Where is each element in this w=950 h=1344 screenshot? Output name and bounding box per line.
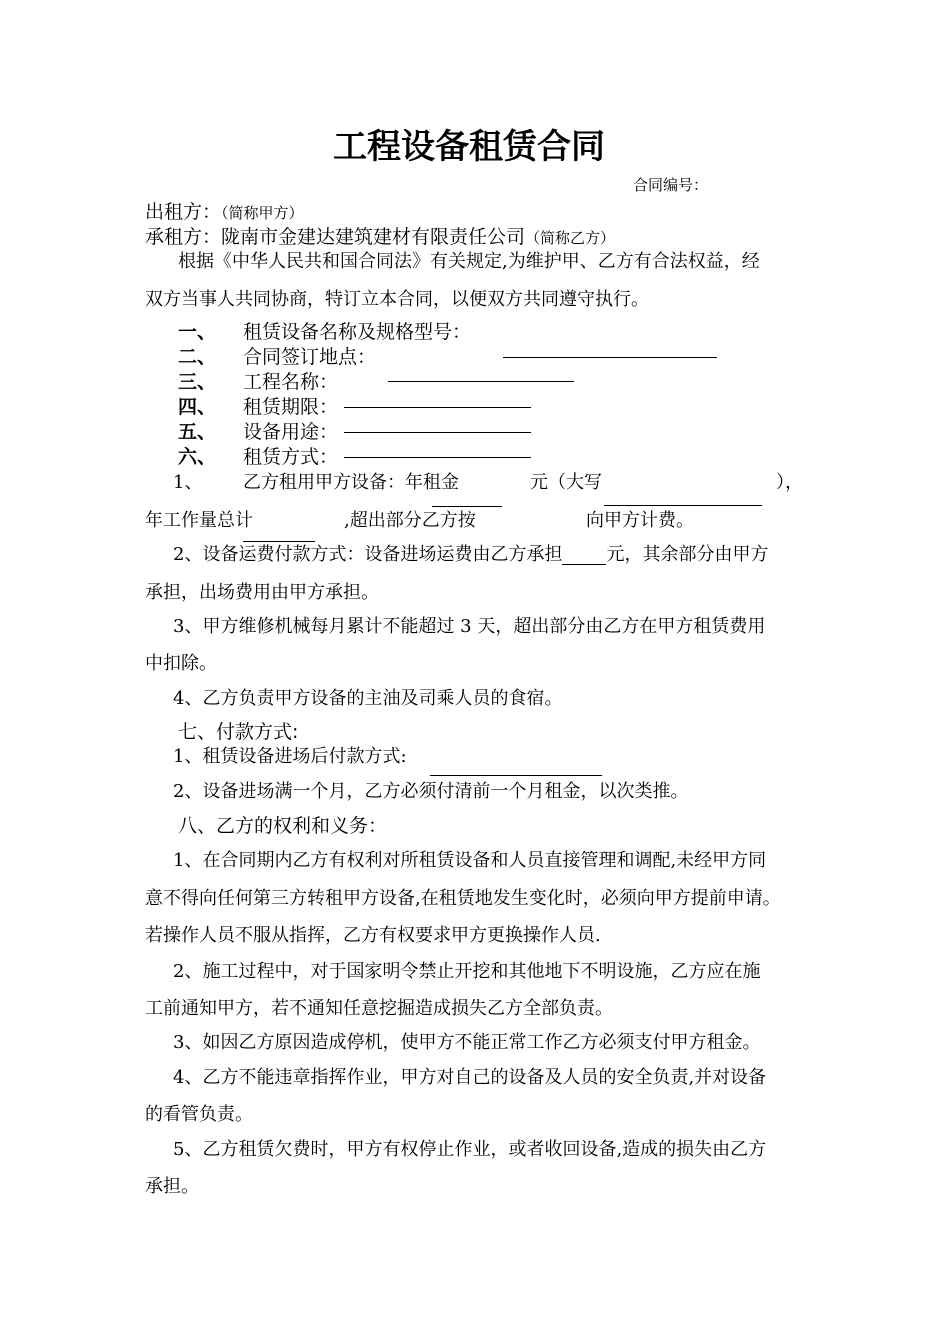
lease-item-3-line1: 3、甲方维修机械每月累计不能超过 3 天，超出部分由乙方在甲方租赁费用 [173,616,766,637]
lease-item-2-text-b: 元，其余部分由甲方 [606,544,769,565]
lease-item-1-text-b: 元（大写 [530,472,602,493]
section-4-text: 租赁期限： [243,396,339,418]
section-6-num: 六、 [178,446,217,468]
payment-item-2: 2、设备进场满一个月，乙方必须付清前一个月租金，以次类推。 [173,781,689,802]
intro-line-2: 双方当事人共同协商，特订立本合同，以便双方共同遵守执行。 [145,289,649,310]
section-2-text: 合同签订地点： [243,346,377,368]
section-4 [178,398,338,417]
section-2-num: 二、 [178,346,217,368]
section-1-text: 租赁设备名称及规格型号： [243,321,472,343]
overage-rate-blank[interactable] [432,506,502,507]
amount-in-words-blank[interactable] [604,505,762,506]
lessor-label: 出租方： [145,201,222,223]
lease-item-1-line2-b: ,超出部分乙方按 [344,510,476,531]
lease-method-blank[interactable] [344,457,531,458]
lease-item-1-num: 1、 [173,472,203,493]
rights-line-5: 工前通知甲方，若不通知任意挖掘造成损失乙方全部负责。 [145,998,613,1019]
lessee-line [145,228,615,247]
payment-method-blank[interactable] [430,775,602,776]
intro-line-1: 根据《中华人民共和国合同法》有关规定,为维护甲、乙方有合法权益，经 [178,251,760,272]
payment-heading: 七、付款方式: [178,721,299,743]
rights-line-1: 1、在合同期内乙方有权利对所租赁设备和人员直接管理和调配,未经甲方同 [173,850,767,871]
lease-item-1-line2-c: 向甲方计费。 [586,510,694,531]
lessor-line [145,203,304,222]
lease-item-4: 4、乙方负责甲方设备的主油及司乘人员的食宿。 [173,688,563,709]
rights-line-6: 3、如因乙方原因造成停机，使甲方不能正常工作乙方必须支付甲方租金。 [173,1032,761,1053]
rights-line-9: 5、乙方租赁欠费时，甲方有权停止作业，或者收回设备,造成的损失由乙方 [173,1139,767,1160]
section-2 [178,348,376,367]
equipment-use-blank[interactable] [344,432,531,433]
lease-item-1-text-a: 乙方租用甲方设备：年租金 [243,472,459,493]
contract-number-label: 合同编号： [633,176,709,194]
section-4-num: 四、 [178,396,217,418]
lessee-name: 陇南市金建达建筑建材有限责任公司 [221,226,526,248]
annual-workload-blank[interactable] [243,541,315,542]
section-5-num: 五、 [178,421,217,443]
project-name-blank[interactable] [388,381,574,382]
lessor-note: （简称甲方） [221,204,304,222]
rights-line-2: 意不得向任何第三方转租甲方设备,在租赁地发生变化时，必须向甲方提前申请。 [145,888,781,909]
section-6-text: 租赁方式： [243,446,339,468]
freight-amount-blank[interactable] [562,546,606,565]
section-3-num: 三、 [178,371,217,393]
lease-item-2-line2: 承担，出场费用由甲方承担。 [145,582,379,603]
section-5-text: 设备用途： [243,421,339,443]
rights-line-10: 承担。 [145,1176,199,1197]
section-6 [178,448,338,467]
section-1-num: 一、 [178,321,217,343]
section-3 [178,373,338,392]
payment-item-1: 1、租赁设备进场后付款方式: [173,746,407,767]
page-title: 工程设备租赁合同 [333,127,605,167]
lease-item-1-text-c: ）， [776,472,803,493]
section-3-text: 工程名称： [243,371,339,393]
lessee-label: 承租方： [145,226,222,248]
section-1 [178,323,471,342]
rights-line-3: 若操作人员不服从指挥，乙方有权要求甲方更换操作人员. [145,925,601,946]
lease-term-blank[interactable] [344,407,531,408]
rights-line-4: 2、施工过程中，对于国家明令禁止开挖和其他地下不明设施，乙方应在施 [173,961,761,982]
rights-heading: 八、乙方的权利和义务： [178,815,388,837]
signing-place-blank[interactable] [503,357,717,358]
rights-line-8: 的看管负责。 [145,1104,253,1125]
lease-item-3-line2: 中扣除。 [145,653,217,674]
section-5 [178,423,338,442]
lease-item-2-text-a: 2、设备运费付款方式：设备进场运费由乙方承担 [173,544,563,565]
lessee-note: （简称乙方） [525,229,616,247]
lease-item-2 [173,546,768,565]
rights-line-7: 4、乙方不能违章指挥作业，甲方对自己的设备及人员的安全负责,并对设备 [173,1067,767,1088]
lease-item-1-line2-a: 年工作量总计 [145,510,253,531]
